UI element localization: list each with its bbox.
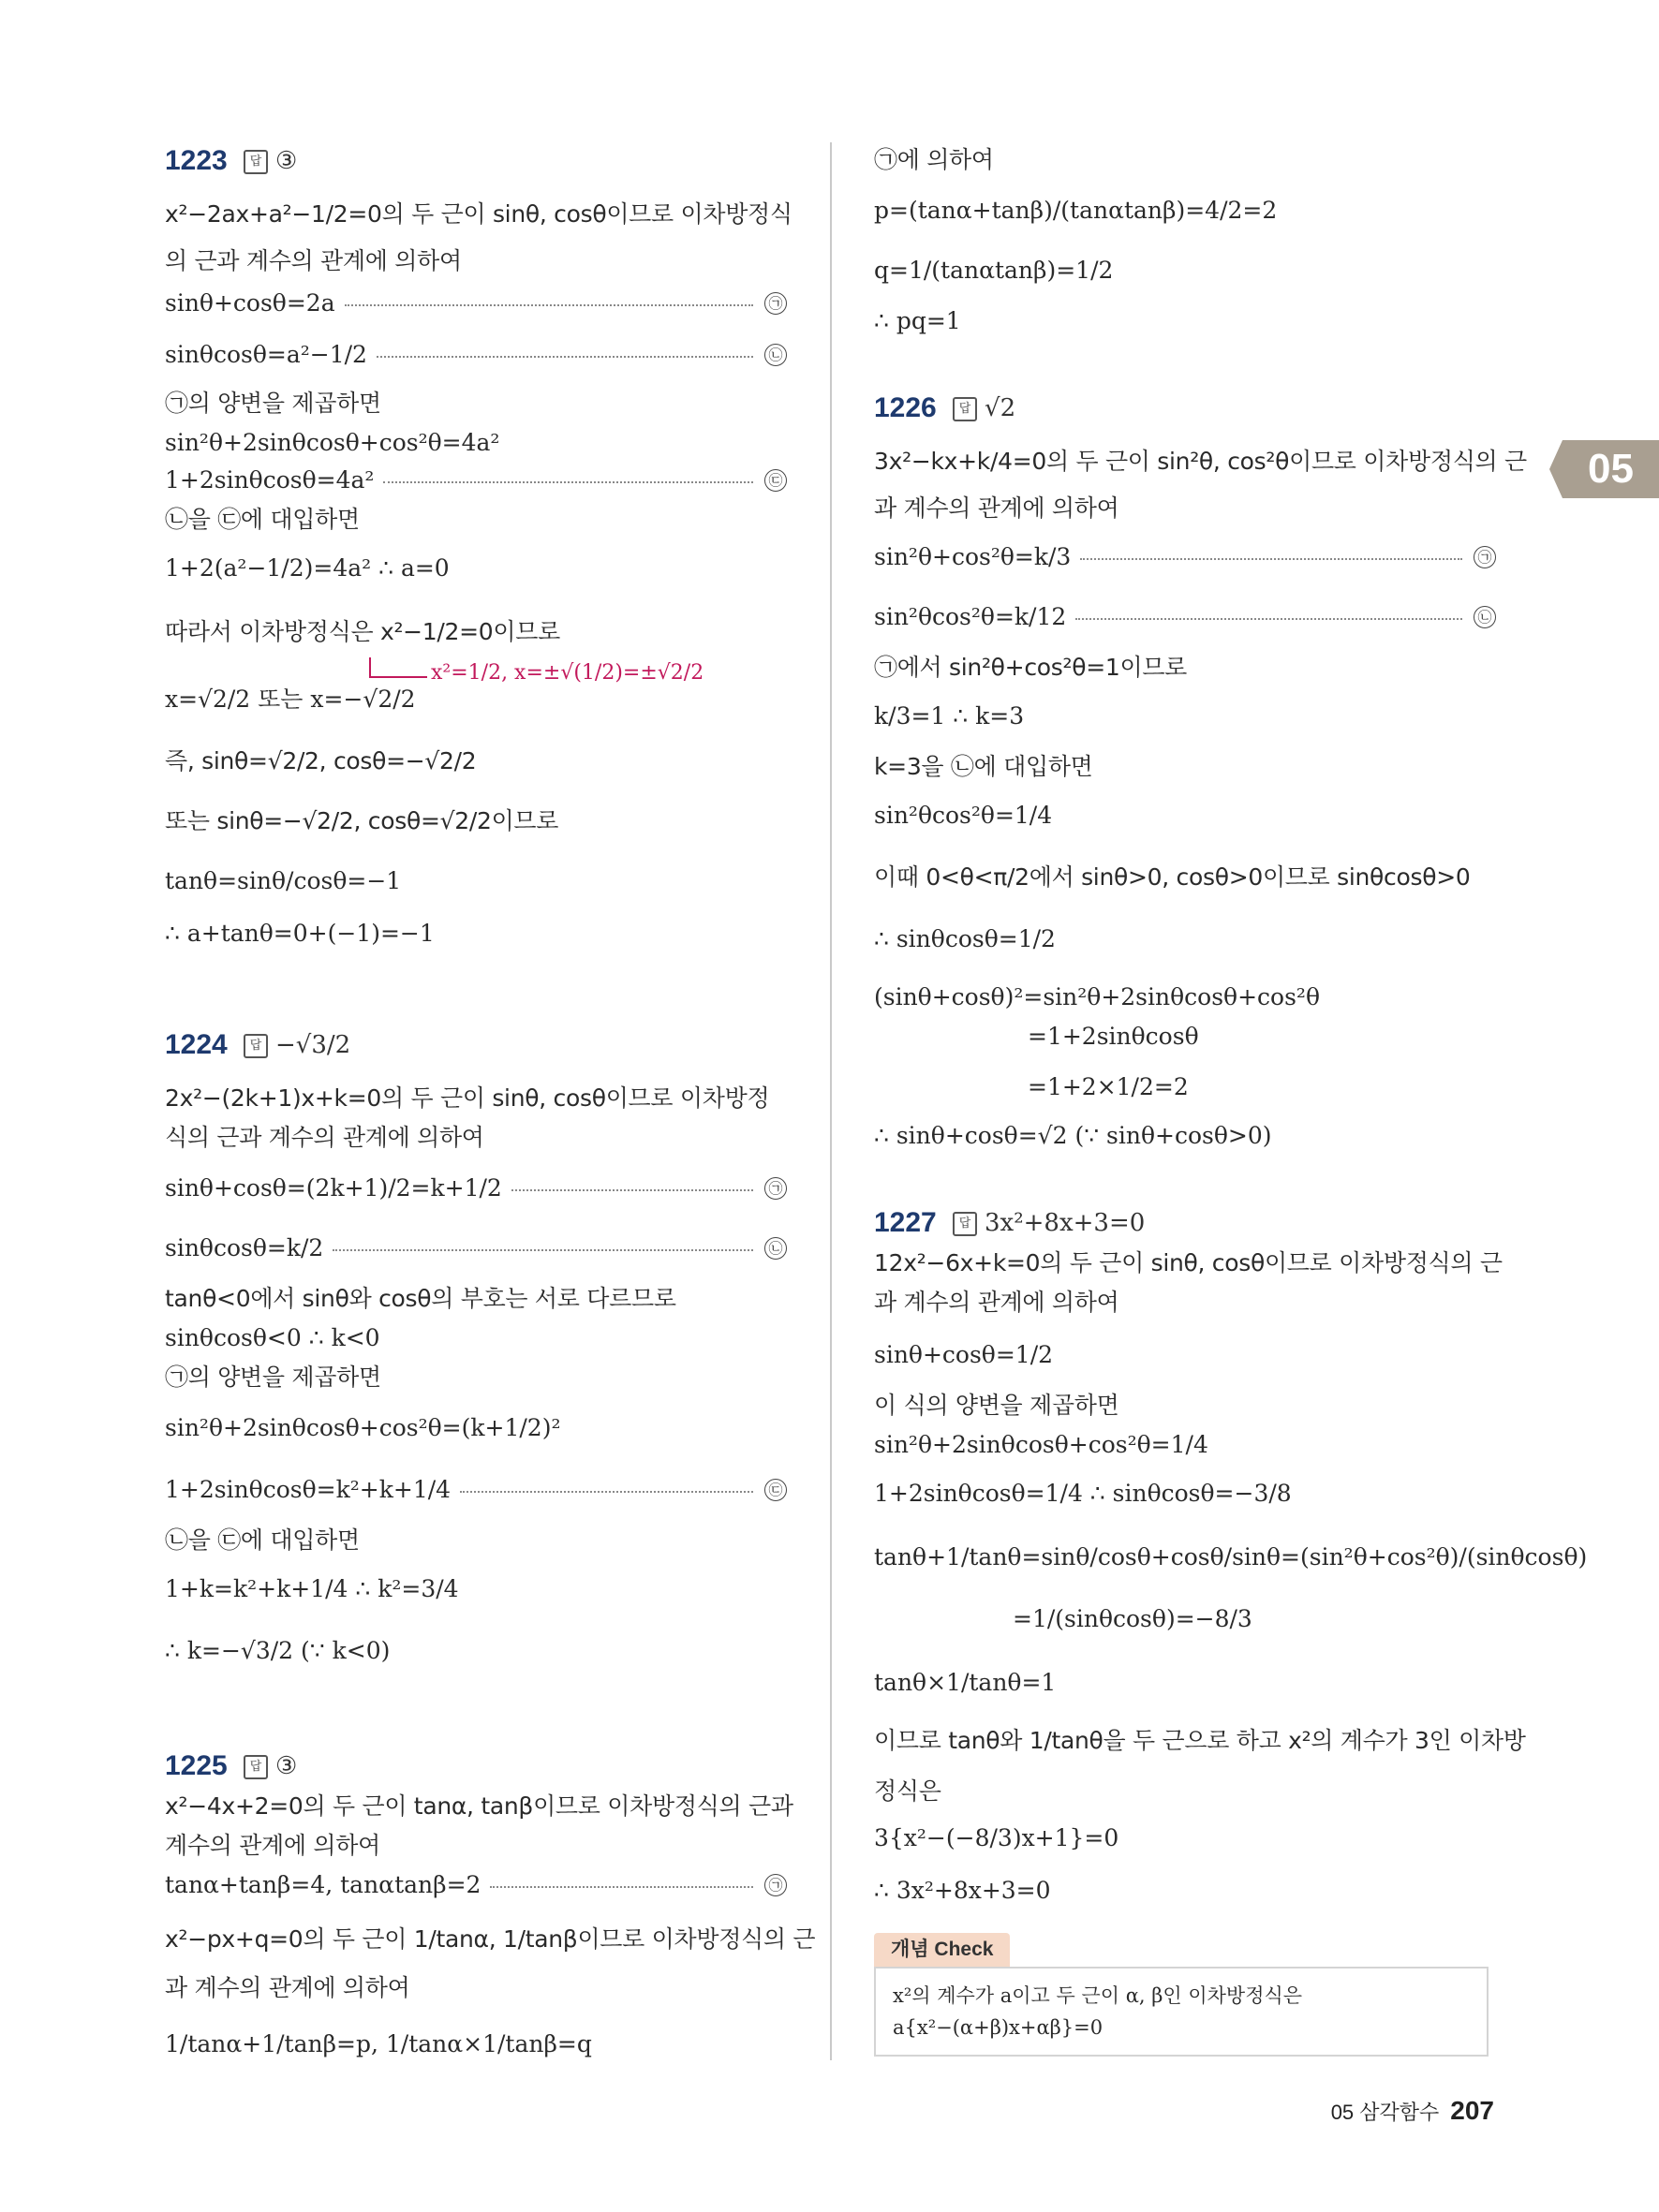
solution-line: tanθ<0에서 sinθ와 cosθ의 부호는 서로 다르므로: [165, 1285, 676, 1312]
solution-line: 이므로 tanθ와 1/tanθ을 두 근으로 하고 x²의 계수가 3인 이차방: [874, 1727, 1526, 1754]
solution-line: 과 계수의 관계에 의하여: [874, 494, 1119, 522]
answer-1227: 답 3x²+8x+3=0: [953, 1204, 1145, 1242]
answer-tag-icon: 답: [953, 397, 977, 421]
equation-line: sin²θcos²θ=1/4: [874, 802, 1053, 829]
solution-line: 2x²−(2k+1)x+k=0의 두 근이 sinθ, cosθ이므로 이차방정: [165, 1084, 770, 1112]
answer-1225: 답 ③: [244, 1747, 297, 1785]
equation-line: 3{x²−(−8/3)x+1}=0: [874, 1824, 1119, 1851]
problem-number-1225: 1225: [165, 1750, 228, 1781]
solution-line: 12x²−6x+k=0의 두 근이 sinθ, cosθ이므로 이차방정식의 근: [874, 1249, 1503, 1276]
answer-1224: 답 −√3/2: [244, 1026, 350, 1064]
solution-line: 3x²−kx+k/4=0의 두 근이 sin²θ, cos²θ이므로 이차방정식의 근: [874, 448, 1527, 475]
answer-1223: 답 ③: [244, 142, 297, 180]
equation-line: ∴ sinθ+cosθ=√2 (∵ sinθ+cosθ>0): [874, 1122, 1272, 1149]
equation-line: sin²θ+2sinθcosθ+cos²θ=(k+1/2)²: [165, 1414, 561, 1441]
page-number: 207: [1450, 2096, 1494, 2125]
equation-line: sin²θ+2sinθcosθ+cos²θ=4a²: [165, 429, 500, 456]
equation-line: sinθcosθ<0 ∴ k<0: [165, 1324, 380, 1351]
equation-line: ∴ a+tanθ=0+(−1)=−1: [165, 920, 435, 947]
solution-line: ㉡을 ㉢에 대입하면: [165, 1526, 360, 1554]
solution-line: x²−px+q=0의 두 근이 1/tanα, 1/tanβ이므로 이차방정식의 근: [165, 1925, 816, 1953]
concept-check-body: [874, 1967, 1489, 2057]
problem-number-1227: 1227: [874, 1207, 937, 1238]
solution-line: x²−4x+2=0의 두 근이 tanα, tanβ이므로 이차방정식의 근과: [165, 1792, 793, 1820]
equation-line: sin²θ+2sinθcosθ+cos²θ=1/4: [874, 1431, 1208, 1458]
solution-line: 즉, sinθ=√2/2, cosθ=−√2/2: [165, 747, 477, 774]
solution-line: ㉠의 양변을 제곱하면: [165, 390, 381, 417]
equation-line: ∴ sinθcosθ=1/2: [874, 925, 1056, 952]
equation-line: sinθ+cosθ=2a ㉠: [165, 288, 787, 319]
answer-tag-icon: 답: [953, 1212, 977, 1236]
solution-line: 따라서 이차방정식은 x²−1/2=0이므로: [165, 618, 560, 645]
solution-line: ㉠에 의하여: [874, 146, 994, 173]
answer-tag-icon: 답: [244, 1755, 268, 1779]
marker-a-icon: ㉠: [764, 1177, 787, 1200]
solution-line: ㉡을 ㉢에 대입하면: [165, 506, 360, 533]
equation-line: =1+2×1/2=2: [1028, 1073, 1189, 1100]
solution-line: 계수의 관계에 의하여: [165, 1832, 380, 1859]
chapter-tab: 05: [1563, 440, 1659, 498]
marker-a-icon: ㉠: [764, 1874, 787, 1896]
equation-line: tanθ=sinθ/cosθ=−1: [165, 867, 402, 894]
equation-line: q=1/(tanαtanβ)=1/2: [874, 257, 1114, 284]
equation-line: 1+k=k²+k+1/4 ∴ k²=3/4: [165, 1575, 459, 1602]
answer-tag-icon: 답: [244, 150, 268, 174]
column-divider: [830, 142, 832, 2060]
marker-b-icon: ㉡: [764, 344, 787, 366]
concept-check-line: a{x²−(α+β)x+αβ}=0: [893, 2016, 1104, 2039]
solution-line: x²−2ax+a²−1/2=0의 두 근이 sinθ, cosθ이므로 이차방정식: [165, 200, 792, 228]
equation-line: p=(tanα+tanβ)/(tanαtanβ)=4/2=2: [874, 197, 1278, 224]
annotation-arrow: [369, 657, 427, 678]
equation-line: sinθ+cosθ=(2k+1)/2=k+1/2 ㉠: [165, 1172, 787, 1204]
marker-c-icon: ㉢: [764, 469, 787, 492]
equation-line: tanθ+1/tanθ=sinθ/cosθ+cosθ/sinθ=(sin²θ+cos²θ)/(sinθcosθ): [874, 1543, 1588, 1571]
solution-line: ㉠의 양변을 제곱하면: [165, 1364, 381, 1391]
marker-a-icon: ㉠: [1474, 546, 1496, 568]
equation-line: 1/tanα+1/tanβ=p, 1/tanα×1/tanβ=q: [165, 2030, 592, 2057]
equation-line: 1+2sinθcosθ=4a² ㉢: [165, 465, 787, 496]
solution-line: ㉠에서 sin²θ+cos²θ=1이므로: [874, 654, 1188, 681]
equation-line: tanθ×1/tanθ=1: [874, 1669, 1057, 1696]
concept-check-label: 개념 Check: [874, 1933, 1010, 1967]
marker-c-icon: ㉢: [764, 1479, 787, 1501]
concept-check-line: x²의 계수가 a이고 두 근이 α, β인 이차방정식은: [893, 1984, 1303, 2007]
concept-check-box: [874, 1933, 1492, 2058]
equation-line: =1/(sinθcosθ)=−8/3: [1013, 1605, 1252, 1632]
solution-line: 과 계수의 관계에 의하여: [874, 1289, 1119, 1316]
problem-number-1224: 1224: [165, 1029, 228, 1060]
solution-line: 또는 sinθ=−√2/2, cosθ=√2/2이므로: [165, 807, 559, 834]
answer-tag-icon: 답: [244, 1034, 268, 1058]
equation-line: sinθcosθ=a²−1/2 ㉡: [165, 339, 787, 371]
equation-line: =1+2sinθcosθ: [1028, 1023, 1199, 1050]
equation-line: (sinθ+cosθ)²=sin²θ+2sinθcosθ+cos²θ: [874, 983, 1321, 1010]
problem-number-1223: 1223: [165, 145, 228, 176]
equation-line: sinθcosθ=k/2 ㉡: [165, 1232, 787, 1264]
solution-line: k=3을 ㉡에 대입하면: [874, 753, 1093, 780]
page-footer: [1331, 2096, 1494, 2126]
equation-line: tanα+tanβ=4, tanαtanβ=2 ㉠: [165, 1869, 787, 1901]
solution-line: 의 근과 계수의 관계에 의하여: [165, 247, 462, 274]
equation-line: ∴ 3x²+8x+3=0: [874, 1877, 1051, 1904]
marker-b-icon: ㉡: [1474, 606, 1496, 628]
solution-line: 식의 근과 계수의 관계에 의하여: [165, 1124, 484, 1151]
equation-line: sinθ+cosθ=1/2: [874, 1341, 1054, 1368]
marker-b-icon: ㉡: [764, 1237, 787, 1260]
solution-line: 이 식의 양변을 제곱하면: [874, 1392, 1119, 1419]
equation-line: 1+2sinθcosθ=k²+k+1/4 ㉢: [165, 1474, 787, 1506]
equation-line: ∴ k=−√3/2 (∵ k<0): [165, 1637, 391, 1664]
marker-a-icon: ㉠: [764, 292, 787, 315]
equation-line: sin²θ+cos²θ=k/3 ㉠: [874, 541, 1496, 573]
footer-chapter: 05 삼각함수: [1330, 2101, 1440, 2124]
answer-1226: 답 √2: [953, 390, 1015, 427]
annotation-note: x²=1/2, x=±√(1/2)=±√2/2: [431, 661, 704, 685]
equation-line: x=√2/2 또는 x=−√2/2: [165, 686, 416, 713]
equation-line: 1+2(a²−1/2)=4a² ∴ a=0: [165, 554, 450, 582]
equation-line: ∴ pq=1: [874, 307, 961, 334]
equation-line: 1+2sinθcosθ=1/4 ∴ sinθcosθ=−3/8: [874, 1480, 1292, 1507]
solution-line: 과 계수의 관계에 의하여: [165, 1974, 410, 2001]
equation-line: sin²θcos²θ=k/12 ㉡: [874, 601, 1496, 633]
equation-line: k/3=1 ∴ k=3: [874, 702, 1025, 730]
solution-line: 이때 0<θ<π/2에서 sinθ>0, cosθ>0이므로 sinθcosθ>0: [874, 863, 1471, 891]
solution-line: 정식은: [874, 1777, 941, 1805]
problem-number-1226: 1226: [874, 392, 937, 423]
